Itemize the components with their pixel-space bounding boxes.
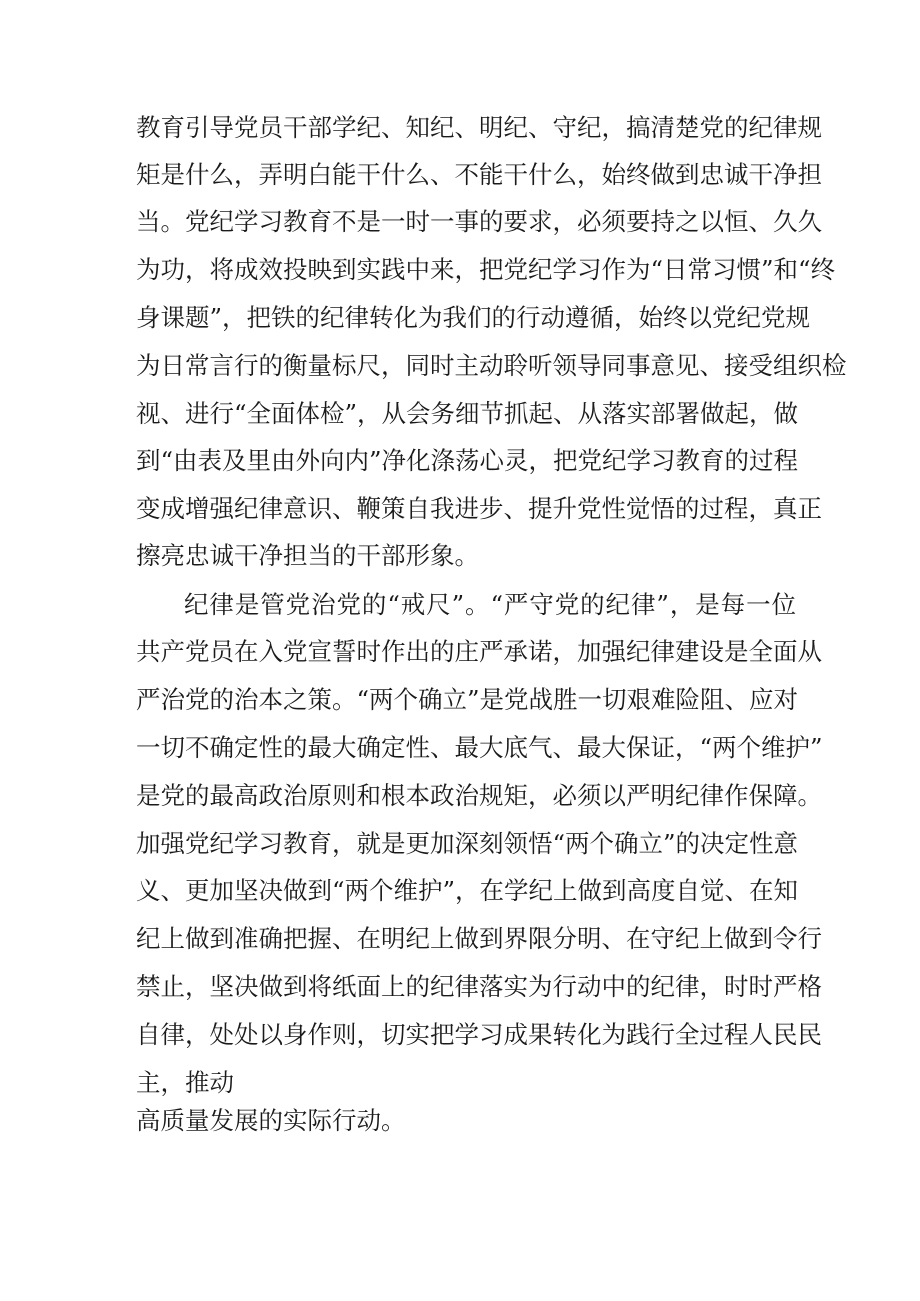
paragraph-2-line-9: 禁止，坚决做到将纸面上的纪律落实为行动中的纪律，时时严格 (136, 972, 822, 1001)
paragraph-2-line-1: 纪律是管党治党的“戒尺”。“严守党的纪律”，是每一位 (184, 590, 796, 619)
paragraph-1-line-1: 教育引导党员干部学纪、知纪、明纪、守纪，搞清楚党的纪律规 (136, 113, 822, 142)
paragraph-2-line-12: 高质量发展的实际行动。 (136, 1106, 406, 1135)
paragraph-1-line-5: 身课题”，把铁的纪律转化为我们的行动遵循，始终以党纪党规 (136, 303, 811, 332)
paragraph-1-line-2: 矩是什么，弄明白能干什么、不能干什么，始终做到忠诚干净担 (136, 160, 822, 189)
paragraph-2-line-7: 义、更加坚决做到“两个维护”，在学纪上做到高度自觉、在知 (136, 876, 799, 905)
paragraph-2-line-10: 自律，处处以身作则，切实把学习成果转化为践行全过程人民民 (136, 1020, 822, 1049)
paragraph-1-line-9: 变成增强纪律意识、鞭策自我进步、提升党性觉悟的过程，真正 (136, 494, 822, 523)
paragraph-2-line-11: 主，推动 (136, 1068, 234, 1097)
paragraph-1-line-7: 视、进行“全面体检”，从会务细节抓起、从落实部署做起，做 (136, 399, 799, 428)
paragraph-2-line-3: 严治党的治本之策。“两个确立”是党战胜一切艰难险阻、应对 (136, 685, 799, 714)
paragraph-1-line-6: 为日常言行的衡量标尺，同时主动聆听领导同事意见、接受组织检 (136, 351, 847, 380)
paragraph-2-line-5: 是党的最高政治原则和根本政治规矩，必须以严明纪律作保障。 (136, 781, 822, 810)
paragraph-2-line-8: 纪上做到准确把握、在明纪上做到界限分明、在守纪上做到令行 (136, 924, 822, 953)
paragraph-1-line-10: 擦亮忠诚干净担当的干部形象。 (136, 541, 479, 570)
paragraph-1-line-3: 当。党纪学习教育不是一时一事的要求，必须要持之以恒、久久 (136, 207, 822, 236)
paragraph-2-line-6: 加强党纪学习教育，就是更加深刻领悟“两个确立”的决定性意 (136, 829, 799, 858)
paragraph-1-line-8: 到“由表及里由外向内”净化涤荡心灵，把党纪学习教育的过程 (136, 446, 799, 475)
paragraph-2-line-2: 共产党员在入党宣誓时作出的庄严承诺，加强纪律建设是全面从 (136, 637, 822, 666)
paragraph-2-line-4: 一切不确定性的最大确定性、最大底气、最大保证，“两个维护” (136, 733, 823, 762)
paragraph-1-line-4: 为功，将成效投映到实践中来，把党纪学习作为“日常习惯”和“终 (136, 255, 836, 284)
